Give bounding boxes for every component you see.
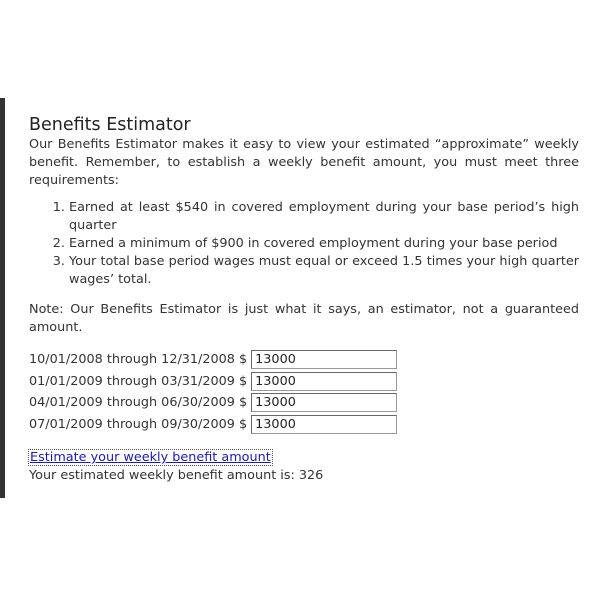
requirement-item: 2. Earned a minimum of $900 in covered employment during your base period <box>69 235 579 253</box>
benefits-estimator-panel <box>29 114 579 485</box>
requirement-item: 3. Your total base period wages must equal or exceed 1.5 times your high quarter wages’ total. <box>69 253 579 289</box>
wage-input-q4[interactable] <box>251 415 397 434</box>
estimate-benefit-link[interactable]: Estimate your weekly benefit amount <box>30 450 271 465</box>
wage-input-q2[interactable] <box>251 372 397 391</box>
disclaimer-note: Note: Our Benefits Estimator is just what it says, an estimator, not a guaranteed amount. <box>29 302 579 335</box>
intro-text: Our Benefits Estimator makes it easy to view your estimated “approximate” weekly benefit. Remember, to establish a weekly benefit amount, you must meet three requirements: <box>29 137 579 188</box>
wage-period-row <box>29 371 579 393</box>
page-title: Benefits Estimator <box>29 115 191 135</box>
wage-period-row <box>29 414 579 436</box>
wage-period-row <box>29 349 579 371</box>
estimated-benefit-result: Your estimated weekly benefit amount is: 326 <box>29 468 324 483</box>
period-label: 10/01/2008 through 12/31/2008 $ <box>29 352 248 368</box>
left-border-bar <box>0 98 5 498</box>
wage-period-row <box>29 392 579 414</box>
period-label: 01/01/2009 through 03/31/2009 $ <box>29 373 248 389</box>
requirement-item: 1. Earned at least $540 in covered employment during your base period’s high quarter <box>69 199 579 235</box>
requirements-list <box>29 199 579 289</box>
wage-input-q3[interactable] <box>251 393 397 412</box>
period-label: 04/01/2009 through 06/30/2009 $ <box>29 395 248 411</box>
wage-periods <box>29 349 579 435</box>
wage-input-q1[interactable] <box>251 350 397 369</box>
period-label: 07/01/2009 through 09/30/2009 $ <box>29 416 248 432</box>
